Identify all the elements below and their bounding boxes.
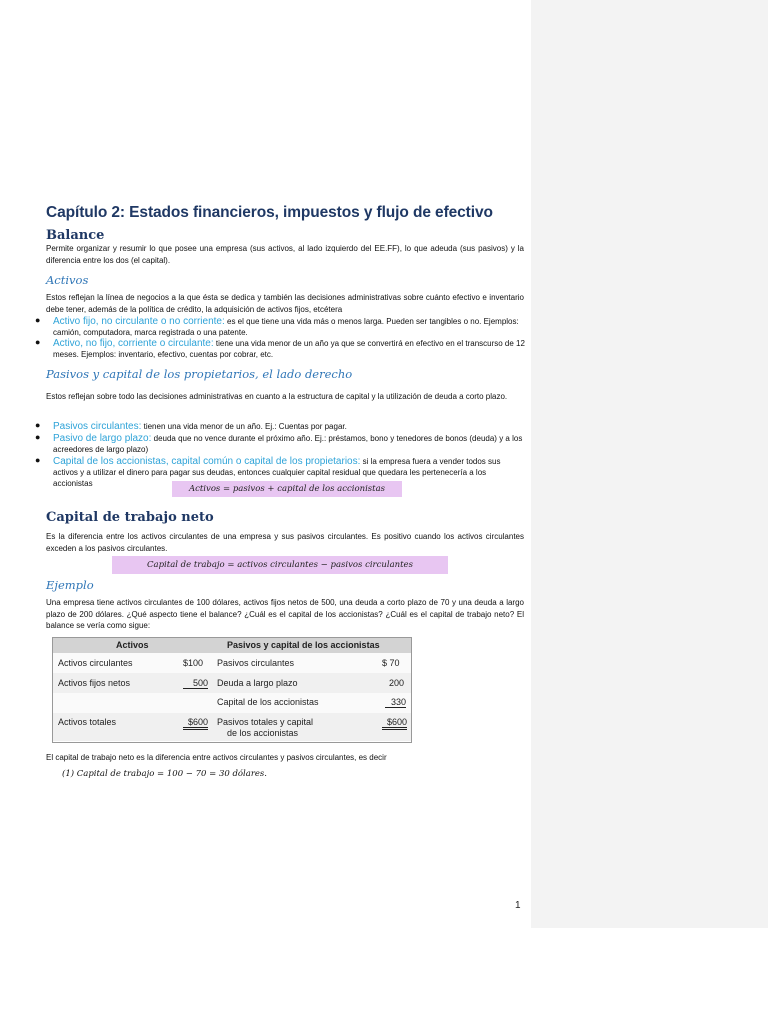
capital-trabajo-text: Es la diferencia entre los activos circulantes de una empresa y sus pasivos circulantes. Es positivo cuando los activos circulantes exceden a los pasivos circulantes. [46,532,524,553]
comment-pane [531,0,768,928]
balance-heading: Balance [46,228,105,243]
balance-table: Activos Pasivos y capital de los accionistas Activos circulantes $100 Pasivos circulantes $ 70 Activos fijos netos 500 Deuda a largo plazo 200 Capital de los accionistas 330 Activos totales $600 Pasivos totales y capital de los accionistas $600 [52,637,412,743]
bullet-icon: ● [35,337,41,347]
pasivos-text: Estos reflejan sobre todo las decisiones administrativas en cuanto a la estructura de capital y la utilización de deuda a corto plazo. [46,392,508,401]
bullet-icon: ● [35,455,41,465]
list-item: ● Activo, no fijo, corriente o circulante: tiene una vida menor de un año ya que se convertirá en efectivo en el transcurso de 12 meses. Ejemplos: inventario, efectivo, cuentas por cobrar, etc. [35,337,525,359]
ejemplo-text: Una empresa tiene activos circulantes de 100 dólares, activos fijos netos de 500, una deuda a corto plazo de 70 y una deuda a largo plazo de 200 dólares. ¿Qué aspecto tiene el balance? ¿Cuál es el capital de los accionistas? ¿Cuál es el capital de trabajo neto? El balance se vería como sigue: [46,598,524,630]
list-item: ● Capital de los accionistas, capital común o capital de los propietarios: si la empresa fuera a vender todos sus activos y a utilizar el dinero para pagar sus deudas, entonces cualquier capital residual que quedara les pertenecería a los accionistas [35,455,501,488]
capital-trabajo-heading: Capital de trabajo neto [46,510,214,525]
chapter-title: Capítulo 2: Estados financieros, impuestos y flujo de efectivo [46,204,493,221]
balance-text: Permite organizar y resumir lo que posee una empresa (sus activos, al lado izquierdo del EE.FF), lo que adeuda (sus pasivos) y la diferencia entre los dos (el capital). [46,244,524,265]
bullet-icon: ● [35,420,41,430]
balance-formula: Activos = pasivos + capital de los accionistas [172,481,402,497]
result-formula: (1) Capital de trabajo = 100 − 70 = 30 dólares. [62,769,267,779]
pasivos-heading: Pasivos y capital de los propietarios, el lado derecho [46,367,353,381]
conclusion-text: El capital de trabajo neto es la diferencia entre activos circulantes y pasivos circulantes, es decir [46,753,387,762]
ejemplo-heading: Ejemplo [46,578,94,592]
activos-heading: Activos [46,273,89,287]
list-item: ● Pasivos circulantes: tienen una vida menor de un año. Ej.: Cuentas por pagar. [35,420,347,432]
capital-trabajo-formula: Capital de trabajo = activos circulantes − pasivos circulantes [112,556,448,574]
table-header-pasivos: Pasivos y capital de los accionistas [227,640,380,650]
bullet-icon: ● [35,315,41,325]
activos-text: Estos reflejan la línea de negocios a la que ésta se dedica y también las decisiones administrativas sobre cuánto efectivo e inventario debe tener, además de la política de crédito, la adquisición de activos fijos, etcétera [46,293,524,314]
list-item: ● Activo fijo, no circulante o no corriente: es el que tiene una vida más o menos larga. Pueden ser tangibles o no. Ejemplos: camión, computadora, marca registrada o una patente. [35,315,519,337]
bullet-icon: ● [35,432,41,442]
page-number: 1 [515,900,521,911]
table-header-activos: Activos [116,640,149,650]
list-item: ● Pasivo de largo plazo: deuda que no vence durante el próximo año. Ej.: préstamos, bono y tenedores de bonos (deuda) y a los acreedores de largo plazo) [35,432,523,454]
